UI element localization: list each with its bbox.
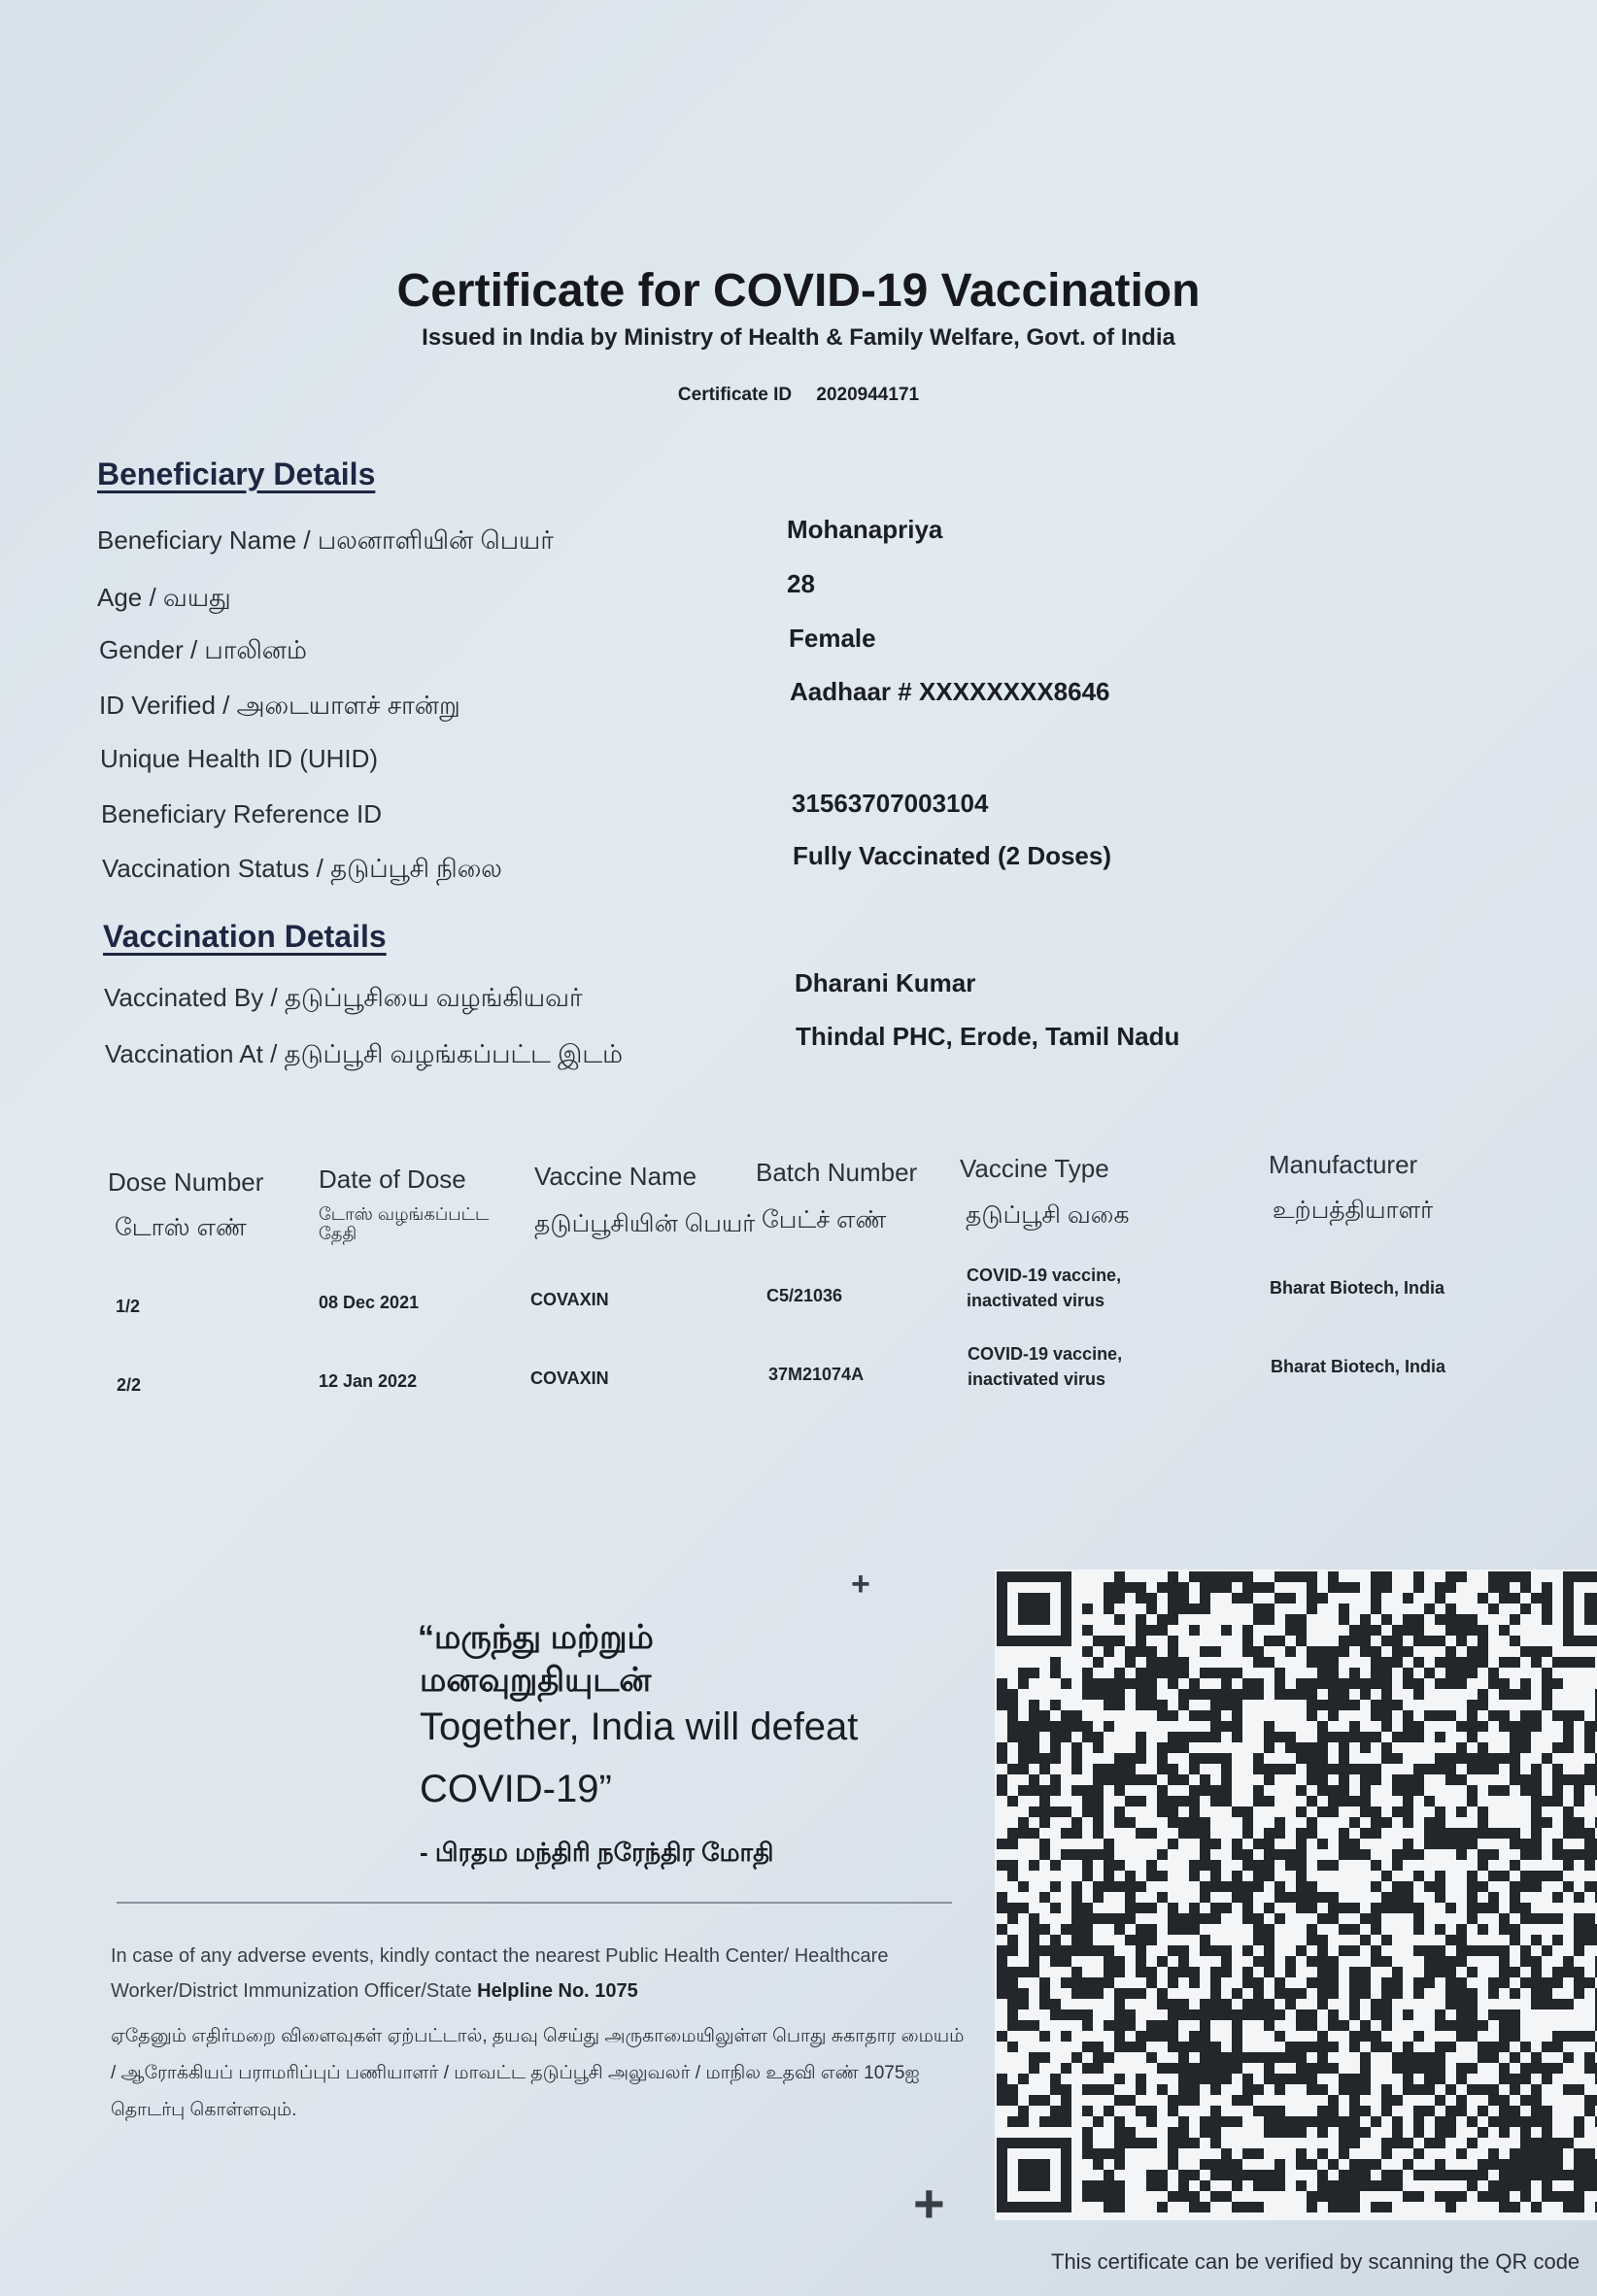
certificate-title: Certificate for COVID-19 Vaccination — [396, 265, 1201, 317]
quote-english-line-1: Together, India will defeat — [420, 1705, 859, 1748]
certificate-subtitle: Issued in India by Ministry of Health & Family Welfare, Govt. of India — [422, 324, 1175, 351]
certificate-id-label: Certificate ID — [677, 385, 793, 405]
helpline-number: Helpline No. 1075 — [477, 1980, 638, 2002]
gender-value: Female — [789, 624, 876, 653]
quote-tamil-line-2: மனவுறுதியுடன் — [420, 1662, 652, 1699]
vaccination-details-heading: Vaccination Details — [103, 919, 387, 954]
table-row-1-date: 08 Dec 2021 — [319, 1293, 420, 1312]
table-header-date-of-dose-ta: டோஸ் வழங்கப்பட்ட தேதி — [319, 1204, 490, 1243]
table-header-batch-number-ta: பேட்ச் எண் — [762, 1206, 887, 1233]
vaccinated-by-value: Dharani Kumar — [795, 968, 976, 997]
beneficiary-reference-id-label: Beneficiary Reference ID — [101, 799, 383, 828]
table-row-1-dose: 1/2 — [116, 1297, 141, 1316]
qr-code-graphic — [995, 1570, 1597, 2220]
table-row-1-vaccine-type: COVID-19 vaccine, inactivated virus — [967, 1266, 1122, 1310]
vaccination-at-label: Vaccination At / தடுப்பூசி வழங்கப்பட்ட இடம் — [105, 1039, 623, 1068]
age-label: Age / வயது — [97, 583, 231, 612]
certificate-id-row — [0, 385, 1597, 406]
table-row-2-batch: 37M21074A — [768, 1365, 865, 1384]
table-header-vaccine-type-ta: தடுப்பூசி வகை — [966, 1201, 1130, 1229]
id-verified-value: Aadhaar # XXXXXXXX8646 — [790, 677, 1110, 706]
quote-attribution: - பிரதம மந்திரி நரேந்திர மோதி — [420, 1838, 774, 1867]
verify-text: This certificate can be verified by scanning the QR code — [1051, 2249, 1580, 2274]
table-row-2-manufacturer: Bharat Biotech, India — [1271, 1357, 1446, 1376]
adverse-events-text: In case of any adverse events, kindly contact the nearest Public Health Center/ Healthcare Worker/District Immunization Officer/State — [111, 1945, 889, 2002]
beneficiary-name-value: Mohanapriya — [787, 515, 943, 544]
table-header-manufacturer-ta: உற்பத்தியாளர் — [1273, 1197, 1434, 1224]
beneficiary-details-heading: Beneficiary Details — [97, 456, 376, 491]
certificate-id-value: 2020944171 — [816, 385, 920, 405]
beneficiary-name-label: Beneficiary Name / பலனாளியின் பெயர் — [97, 525, 554, 555]
adverse-events-notice-tamil: ஏதேனும் எதிர்மறை விளைவுகள் ஏற்பட்டால், தயவு செய்து அருகாமையிலுள்ள பொது சுகாதார மையம் / ஆரோக்கியப் பராமரிப்புப் பணியாளர் / மாவட்ட தடுப்பூசி அலுவலர் / மாநில உதவி எண் 1075ஐ தொடர்பு கொள்ளவும். — [111, 2026, 965, 2120]
table-row-1-batch: C5/21036 — [766, 1286, 843, 1305]
quote-english-line-2: COVID-19” — [420, 1768, 612, 1810]
beneficiary-reference-id-value: 31563707003104 — [792, 789, 989, 818]
table-header-vaccine-name-ta: தடுப்பூசியின் பெயர் — [534, 1210, 756, 1237]
table-header-batch-number: Batch Number — [756, 1158, 918, 1187]
divider — [117, 1902, 952, 1904]
uhid-label: Unique Health ID (UHID) — [100, 744, 379, 773]
quote-tamil-line-1: “மருந்து மற்றும் — [418, 1619, 654, 1656]
id-verified-label: ID Verified / அடையாளச் சான்று — [99, 691, 460, 720]
table-row-2-vaccine-name: COVAXIN — [530, 1368, 609, 1388]
table-header-manufacturer: Manufacturer — [1269, 1150, 1418, 1179]
plus-icon: + — [913, 2173, 945, 2234]
adverse-events-notice — [111, 1939, 946, 2009]
table-row-1-vaccine-name: COVAXIN — [530, 1290, 609, 1309]
table-row-2-date: 12 Jan 2022 — [319, 1371, 418, 1391]
table-header-vaccine-name: Vaccine Name — [534, 1162, 697, 1191]
age-value: 28 — [787, 569, 815, 598]
vaccination-status-value: Fully Vaccinated (2 Doses) — [793, 841, 1112, 870]
table-row-2-vaccine-type: COVID-19 vaccine, inactivated virus — [968, 1344, 1123, 1389]
gender-label: Gender / பாலினம் — [99, 635, 307, 664]
table-row-2-dose: 2/2 — [117, 1375, 142, 1395]
qr-code-icon — [995, 1570, 1597, 2220]
vaccinated-by-label: Vaccinated By / தடுப்பூசியை வழங்கியவர் — [104, 983, 583, 1012]
vaccination-status-label: Vaccination Status / தடுப்பூசி நிலை — [102, 854, 502, 883]
vaccination-at-value: Thindal PHC, Erode, Tamil Nadu — [796, 1022, 1180, 1051]
table-row-1-manufacturer: Bharat Biotech, India — [1270, 1278, 1445, 1298]
plus-icon: + — [851, 1566, 870, 1603]
table-header-dose-number: Dose Number — [108, 1167, 264, 1197]
table-header-vaccine-type: Vaccine Type — [960, 1154, 1109, 1183]
table-header-date-of-dose: Date of Dose — [319, 1165, 466, 1194]
table-header-dose-number-ta: டோஸ் எண் — [115, 1214, 247, 1241]
